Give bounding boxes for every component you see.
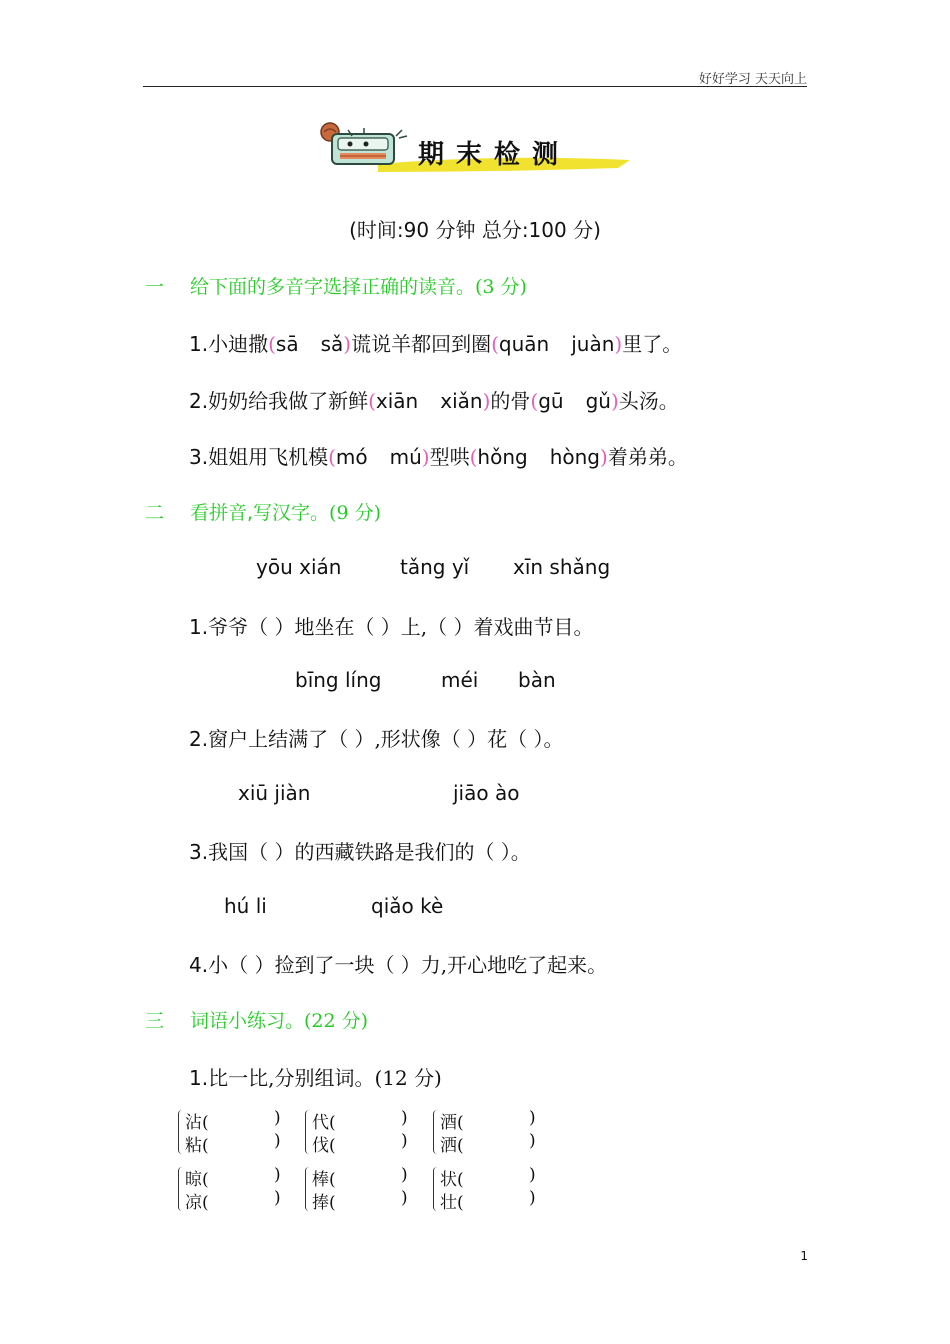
pinyin-option[interactable]: mó <box>335 445 368 469</box>
section-number: 二 <box>145 502 165 524</box>
question-1-2: 2.奶奶给我做了新鲜(xiān xiǎn)的骨(gū gǔ)头汤。 <box>189 389 679 413</box>
fill-sentence-4: 4.小（ ）捡到了一块（ ）力,开心地吃了起来。 <box>189 953 608 977</box>
pinyin-option[interactable]: quān <box>498 332 550 356</box>
section-3-heading <box>145 1006 368 1033</box>
pinyin-option[interactable]: mú <box>389 445 422 469</box>
section-1-heading <box>145 272 527 299</box>
pinyin-prompt: xīn shǎng <box>513 555 611 579</box>
exam-meta: (时间:90 分钟 总分:100 分) <box>349 218 601 242</box>
pinyin-option[interactable]: xiān <box>375 389 419 413</box>
section-score: (9 分) <box>329 502 382 524</box>
header-rule <box>143 86 807 87</box>
section-number: 三 <box>145 1010 165 1032</box>
title-banner <box>318 120 638 182</box>
question-1-1: 1.小迪撒(sā sǎ)谎说羊都回到圈(quān juàn)里了。 <box>189 332 683 356</box>
brace-icon <box>305 1167 312 1211</box>
pinyin-option[interactable]: hòng <box>549 445 601 469</box>
brace-icon <box>178 1110 185 1154</box>
pinyin-option[interactable]: xiǎn <box>440 389 483 413</box>
brace-icon <box>178 1167 185 1211</box>
section-number: 一 <box>145 276 165 298</box>
pinyin-prompt: bīng líng <box>295 668 382 692</box>
pinyin-prompt: yōu xián <box>256 555 342 579</box>
pinyin-option[interactable]: gǔ <box>585 389 611 413</box>
fill-sentence-2: 2.窗户上结满了（ ）,形状像（ ）花（ ）。 <box>189 727 564 751</box>
section-title: 词语小练习。 <box>190 1010 305 1032</box>
pinyin-option[interactable]: juàn <box>571 332 615 356</box>
pinyin-option[interactable]: gū <box>538 389 564 413</box>
page-number: 1 <box>800 1249 808 1263</box>
pinyin-prompt: jiāo ào <box>453 781 520 805</box>
header-motto: 好好学习 天天向上 <box>698 72 807 87</box>
fill-sentence-3: 3.我国（ ）的西藏铁路是我们的（ ）。 <box>189 840 531 864</box>
pinyin-option[interactable]: sǎ <box>320 332 344 356</box>
fill-sentence-1: 1.爷爷（ ）地坐在（ ）上,（ ）着戏曲节目。 <box>189 615 594 639</box>
pinyin-prompt: tǎng yǐ <box>400 555 470 579</box>
pinyin-option[interactable]: sā <box>275 332 299 356</box>
pinyin-option[interactable]: hǒng <box>477 445 528 469</box>
section-title: 给下面的多音字选择正确的读音。 <box>190 276 476 298</box>
section-score: (22 分) <box>304 1010 369 1032</box>
pinyin-prompt: qiǎo kè <box>371 894 444 918</box>
section-score: (3 分) <box>475 276 527 298</box>
pinyin-prompt: bàn <box>518 668 556 692</box>
pinyin-prompt: xiū jiàn <box>238 781 311 805</box>
section-title: 看拼音,写汉字。 <box>190 502 330 524</box>
brace-icon <box>433 1167 440 1211</box>
pinyin-prompt: hú li <box>224 894 267 918</box>
brace-icon <box>433 1110 440 1154</box>
question-1-3: 3.姐姐用飞机模(mó mú)型哄(hǒng hòng)着弟弟。 <box>189 445 688 469</box>
brace-icon <box>305 1110 312 1154</box>
pinyin-prompt: méi <box>441 668 479 692</box>
section-2-heading <box>145 498 381 525</box>
page-title: 期末检测 <box>418 140 571 170</box>
subquestion-3-1: 1.比一比,分别组词。(12 分) <box>189 1066 442 1090</box>
